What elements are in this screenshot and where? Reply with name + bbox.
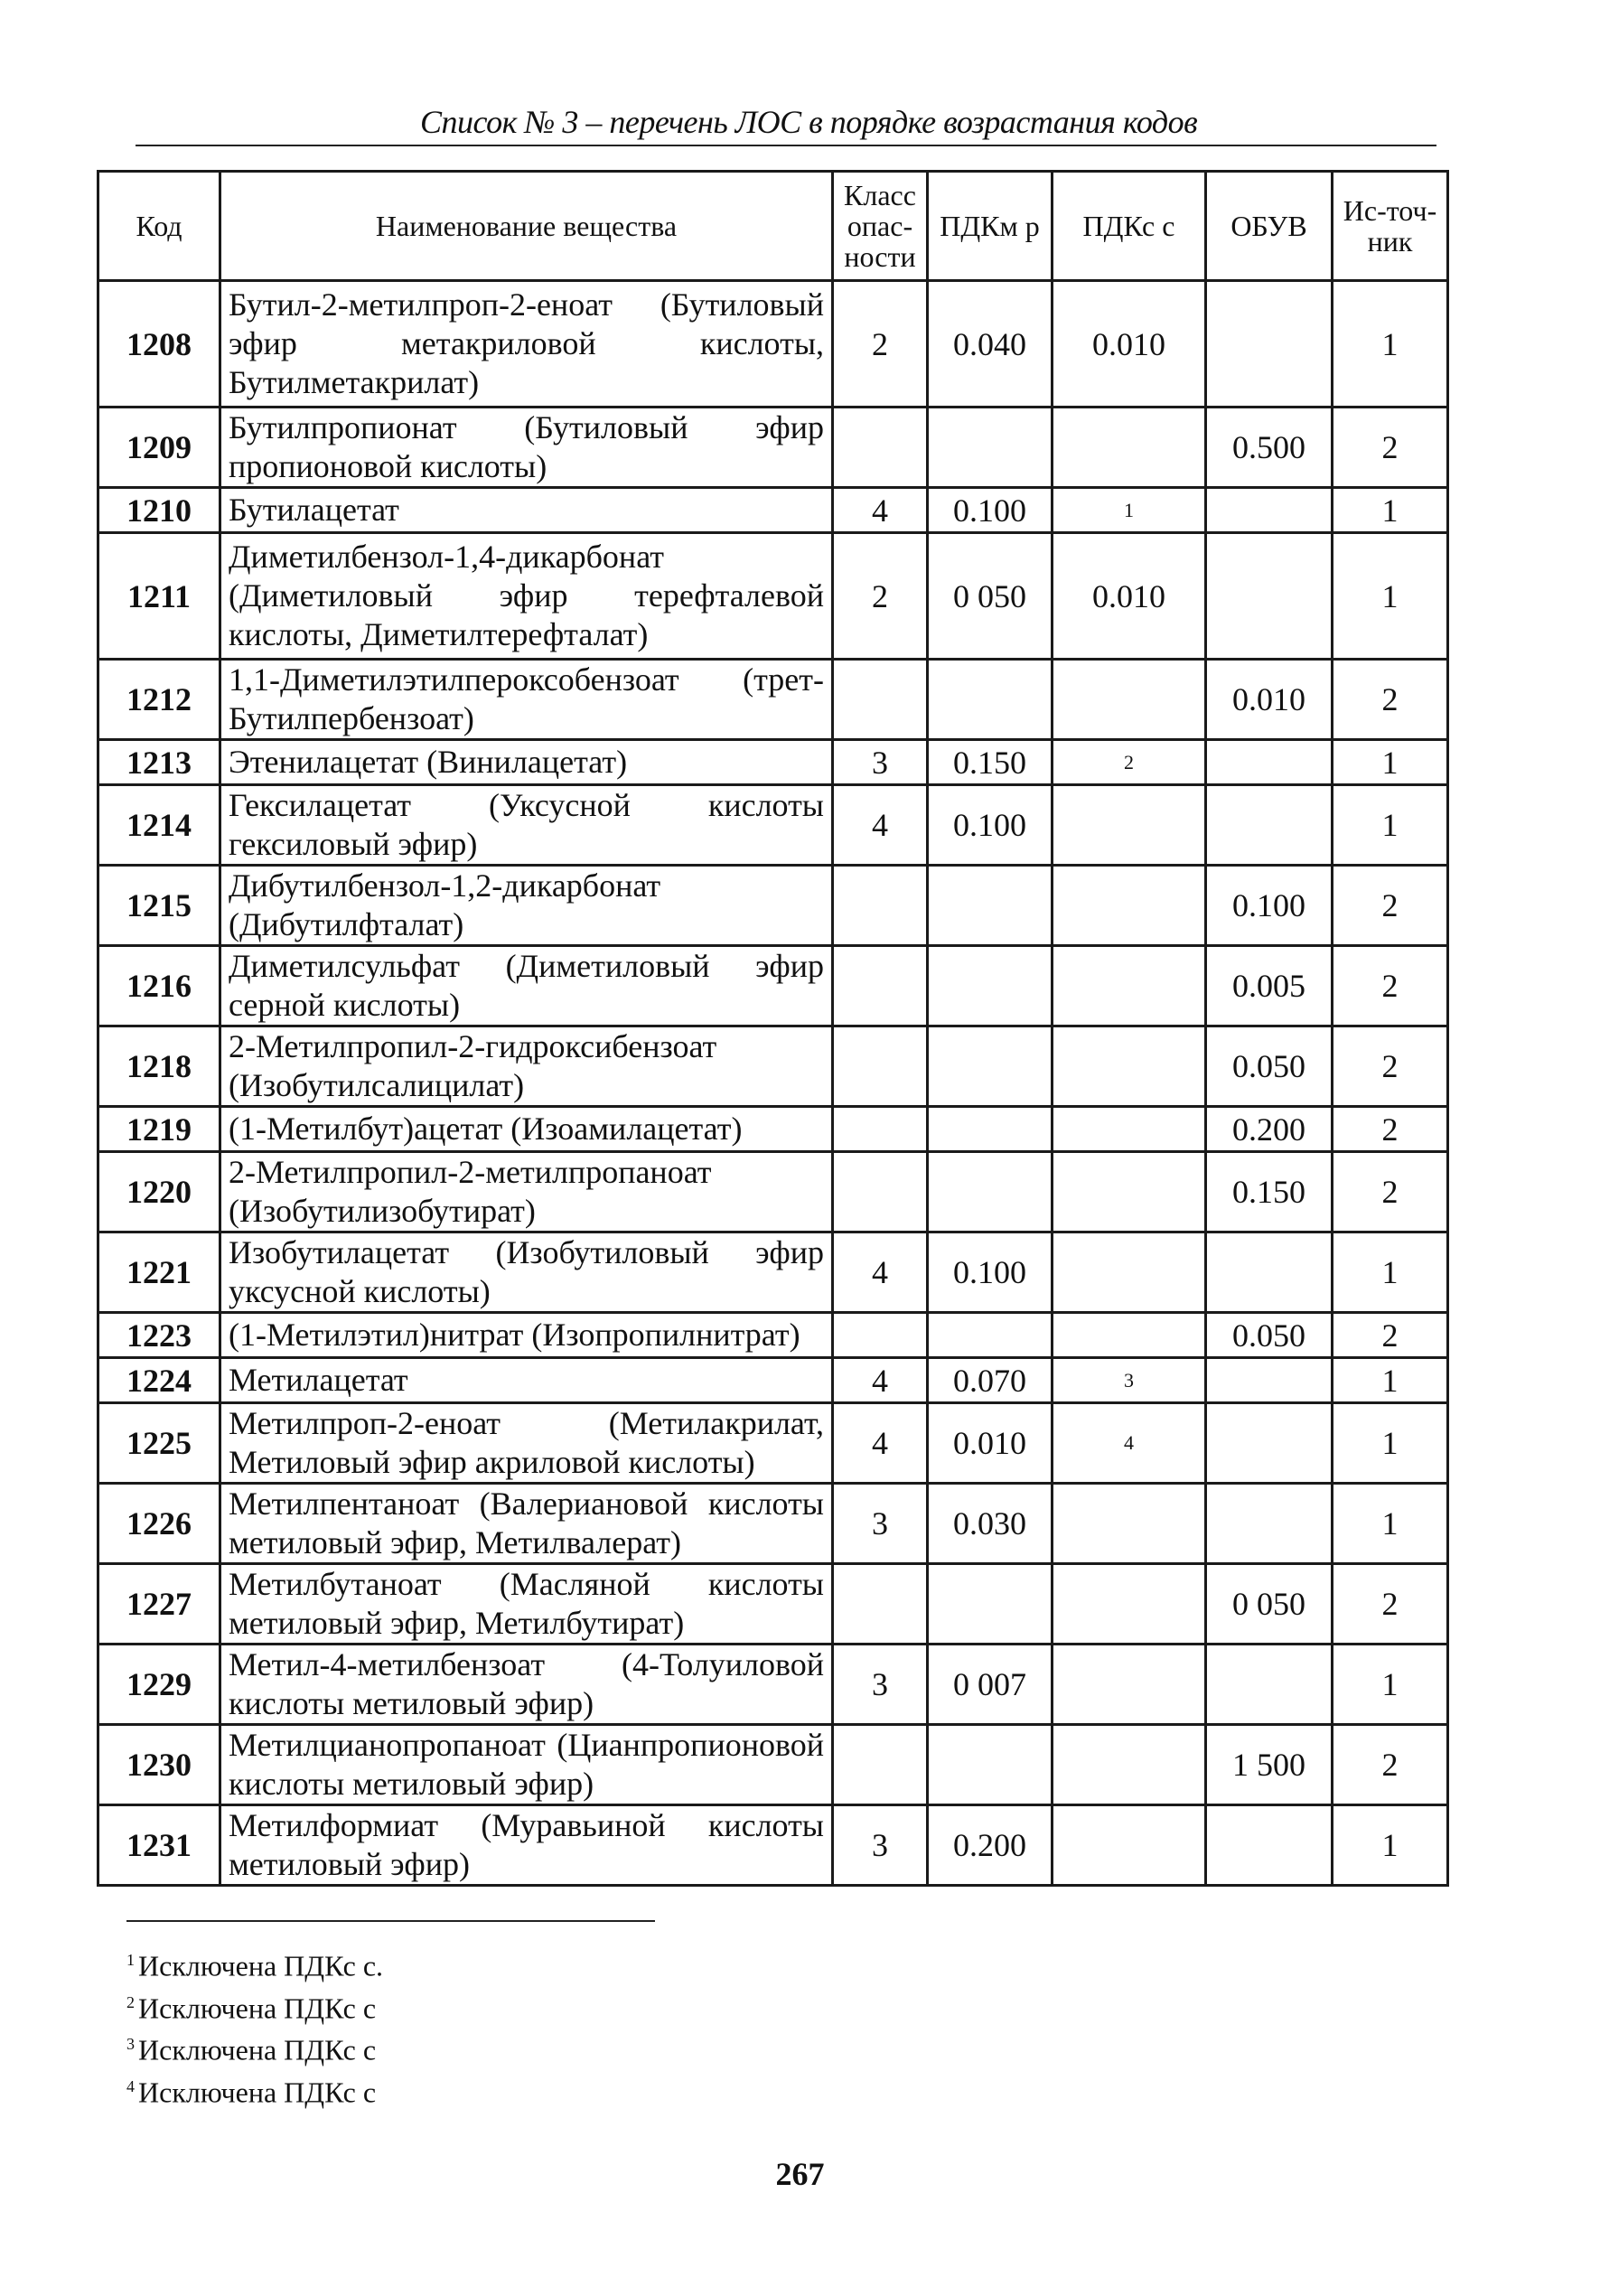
row-obuv: 0.100 [1206, 866, 1333, 946]
row-pdk-mr: 0.100 [928, 1232, 1053, 1313]
table-row [98, 1564, 1448, 1645]
row-obuv [1206, 1358, 1333, 1403]
row-hazard-class [833, 408, 928, 488]
row-name: Метилбутаноат (Масляной кислоты метиловый эфир, Метилбутират) [220, 1564, 833, 1645]
row-pdk-ss [1053, 1152, 1206, 1232]
row-pdk-mr [928, 660, 1053, 740]
row-source: 1 [1333, 1805, 1448, 1886]
row-code: 1223 [98, 1313, 220, 1358]
row-hazard-class: 3 [833, 1805, 928, 1886]
table-row [98, 408, 1448, 488]
col-hazard-class: Класс опас-ности [833, 172, 928, 281]
row-hazard-class: 3 [833, 1484, 928, 1564]
row-obuv [1206, 1645, 1333, 1725]
row-pdk-ss [1053, 866, 1206, 946]
row-pdk-ss [1053, 1484, 1206, 1564]
row-pdk-mr [928, 866, 1053, 946]
row-pdk-mr: 0.150 [928, 740, 1053, 785]
row-hazard-class: 4 [833, 785, 928, 866]
footnotes [126, 1920, 655, 2111]
table-row [98, 1313, 1448, 1358]
row-obuv [1206, 1403, 1333, 1484]
row-name: Метилпроп-2-еноат (Метилакрилат, Метиловый эфир акриловой кислоты) [220, 1403, 833, 1484]
row-pdk-ss [1053, 1232, 1206, 1313]
row-name: Гексилацетат (Уксусной кислоты гексиловый эфир) [220, 785, 833, 866]
row-source: 2 [1333, 1107, 1448, 1152]
row-name: (1-Метилэтил)нитрат (Изопропилнитрат) [220, 1313, 833, 1358]
row-pdk-mr: 0.100 [928, 785, 1053, 866]
row-code: 1230 [98, 1725, 220, 1805]
row-hazard-class: 3 [833, 740, 928, 785]
table-row [98, 281, 1448, 408]
row-name: Метилпентаноат (Валериановой кислоты метиловый эфир, Метилвалерат) [220, 1484, 833, 1564]
row-code: 1211 [98, 533, 220, 660]
row-hazard-class [833, 1313, 928, 1358]
row-pdk-mr: 0.200 [928, 1805, 1053, 1886]
row-pdk-ss [1053, 785, 1206, 866]
row-pdk-mr [928, 1725, 1053, 1805]
row-obuv: 0.010 [1206, 660, 1333, 740]
row-code: 1210 [98, 488, 220, 533]
row-name: Бутилпропионат (Бутиловый эфир пропионовой кислоты) [220, 408, 833, 488]
row-pdk-mr: 0 007 [928, 1645, 1053, 1725]
col-obuv: ОБУВ [1206, 172, 1333, 281]
row-source: 1 [1333, 740, 1448, 785]
row-source: 2 [1333, 946, 1448, 1026]
row-pdk-ss: 1 [1053, 488, 1206, 533]
row-hazard-class [833, 1152, 928, 1232]
row-source: 1 [1333, 488, 1448, 533]
page-number: 267 [775, 2156, 825, 2192]
row-obuv [1206, 740, 1333, 785]
row-obuv: 0.150 [1206, 1152, 1333, 1232]
row-obuv [1206, 488, 1333, 533]
row-source: 2 [1333, 1564, 1448, 1645]
row-name: (1-Метилбут)ацетат (Изоамилацетат) [220, 1107, 833, 1152]
row-code: 1227 [98, 1564, 220, 1645]
row-pdk-ss [1053, 1805, 1206, 1886]
row-name: Этенилацетат (Винилацетат) [220, 740, 833, 785]
row-code: 1225 [98, 1403, 220, 1484]
col-source: Ис-точ-ник [1333, 172, 1448, 281]
row-code: 1214 [98, 785, 220, 866]
row-pdk-ss: 4 [1053, 1403, 1206, 1484]
footnote-item: $^3$ Исключена ПДКс с [126, 2033, 377, 2066]
table-row [98, 488, 1448, 533]
col-code: Код [98, 172, 220, 281]
row-hazard-class [833, 1725, 928, 1805]
row-pdk-mr: 0.100 [928, 488, 1053, 533]
row-name: Диметилсульфат (Диметиловый эфир серной кислоты) [220, 946, 833, 1026]
footnote-item: $^2$ Исключена ПДКс с [126, 1991, 377, 2025]
row-code: 1219 [98, 1107, 220, 1152]
row-name: Изобутилацетат (Изобутиловый эфир уксусной кислоты) [220, 1232, 833, 1313]
footnote-rule [126, 1920, 655, 1922]
row-source: 1 [1333, 533, 1448, 660]
table-row [98, 1403, 1448, 1484]
row-pdk-ss [1053, 1313, 1206, 1358]
row-pdk-mr: 0.040 [928, 281, 1053, 408]
row-name: Диметилбензол-1,4-дикарбонат (Диметиловый эфир терефталевой кислоты, Диметилтерефталат) [220, 533, 833, 660]
row-source: 2 [1333, 408, 1448, 488]
row-code: 1226 [98, 1484, 220, 1564]
row-pdk-ss [1053, 1026, 1206, 1107]
row-pdk-mr [928, 408, 1053, 488]
row-code: 1229 [98, 1645, 220, 1725]
row-pdk-mr: 0 050 [928, 533, 1053, 660]
col-pdk-ss: ПДКс с [1053, 172, 1206, 281]
col-name: Наименование вещества [220, 172, 833, 281]
row-name: 2-Метилпропил-2-метилпропаноат (Изобутилизобутират) [220, 1152, 833, 1232]
table-row [98, 1484, 1448, 1564]
table-row [98, 660, 1448, 740]
footnote-item: $^1$ Исключена ПДКс с. [126, 1949, 384, 1982]
list-title: Список № 3 – перечень ЛОС в порядке возрастания кодов [420, 104, 1198, 140]
row-obuv [1206, 1484, 1333, 1564]
row-code: 1220 [98, 1152, 220, 1232]
row-source: 2 [1333, 1313, 1448, 1358]
row-obuv: 1 500 [1206, 1725, 1333, 1805]
row-pdk-mr [928, 1152, 1053, 1232]
table-row [98, 785, 1448, 866]
row-source: 2 [1333, 1152, 1448, 1232]
row-pdk-ss: 3 [1053, 1358, 1206, 1403]
table-body [98, 281, 1448, 1886]
table-row [98, 1725, 1448, 1805]
row-pdk-ss [1053, 946, 1206, 1026]
row-code: 1218 [98, 1026, 220, 1107]
row-pdk-ss [1053, 1645, 1206, 1725]
row-pdk-ss [1053, 1725, 1206, 1805]
row-hazard-class [833, 660, 928, 740]
row-hazard-class [833, 946, 928, 1026]
row-obuv [1206, 1232, 1333, 1313]
footnote-item: $^4$ Исключена ПДКс с [126, 2076, 377, 2109]
row-source: 1 [1333, 785, 1448, 866]
substances-table [97, 170, 1449, 1887]
row-code: 1215 [98, 866, 220, 946]
row-obuv [1206, 785, 1333, 866]
row-pdk-mr [928, 946, 1053, 1026]
table-header-row [98, 172, 1448, 281]
row-pdk-mr [928, 1313, 1053, 1358]
row-pdk-mr: 0.010 [928, 1403, 1053, 1484]
row-name: Метил-4-метилбензоат (4-Толуиловой кислоты метиловый эфир) [220, 1645, 833, 1725]
row-obuv: 0.500 [1206, 408, 1333, 488]
row-pdk-ss [1053, 408, 1206, 488]
row-source: 2 [1333, 866, 1448, 946]
table-row [98, 533, 1448, 660]
table-row [98, 1358, 1448, 1403]
table-row [98, 946, 1448, 1026]
row-obuv: 0.050 [1206, 1313, 1333, 1358]
col-pdk-mr: ПДКм р [928, 172, 1053, 281]
row-hazard-class: 4 [833, 1232, 928, 1313]
row-obuv: 0.200 [1206, 1107, 1333, 1152]
row-name: Метилацетат [220, 1358, 833, 1403]
table-row [98, 866, 1448, 946]
row-obuv [1206, 281, 1333, 408]
row-source: 2 [1333, 660, 1448, 740]
row-obuv: 0 050 [1206, 1564, 1333, 1645]
row-obuv: 0.050 [1206, 1026, 1333, 1107]
page-header [136, 98, 1436, 146]
row-obuv [1206, 533, 1333, 660]
row-source: 2 [1333, 1725, 1448, 1805]
row-source: 1 [1333, 1484, 1448, 1564]
row-source: 1 [1333, 1232, 1448, 1313]
row-pdk-mr [928, 1107, 1053, 1152]
row-hazard-class: 4 [833, 1403, 928, 1484]
row-code: 1212 [98, 660, 220, 740]
row-code: 1213 [98, 740, 220, 785]
row-obuv [1206, 1805, 1333, 1886]
row-hazard-class [833, 866, 928, 946]
table-row [98, 1026, 1448, 1107]
row-code: 1216 [98, 946, 220, 1026]
row-pdk-ss [1053, 1564, 1206, 1645]
row-name: Метилцианопропаноат (Цианпропионовой кислоты метиловый эфир) [220, 1725, 833, 1805]
table-row [98, 1152, 1448, 1232]
row-hazard-class: 4 [833, 1358, 928, 1403]
row-pdk-ss [1053, 660, 1206, 740]
row-hazard-class: 4 [833, 488, 928, 533]
row-source: 1 [1333, 1403, 1448, 1484]
row-pdk-ss: 2 [1053, 740, 1206, 785]
row-code: 1221 [98, 1232, 220, 1313]
row-source: 1 [1333, 281, 1448, 408]
row-source: 2 [1333, 1026, 1448, 1107]
table-row [98, 1645, 1448, 1725]
row-name: Дибутилбензол-1,2-дикарбонат (Дибутилфталат) [220, 866, 833, 946]
table-row [98, 1107, 1448, 1152]
row-pdk-mr [928, 1564, 1053, 1645]
row-name: Бутил-2-метилпроп-2-еноат (Бутиловый эфир метакриловой кислоты, Бутилметакрилат) [220, 281, 833, 408]
row-name: Бутилацетат [220, 488, 833, 533]
row-pdk-mr: 0.070 [928, 1358, 1053, 1403]
row-code: 1224 [98, 1358, 220, 1403]
table-row [98, 1232, 1448, 1313]
row-pdk-mr: 0.030 [928, 1484, 1053, 1564]
row-code: 1209 [98, 408, 220, 488]
table-row [98, 1805, 1448, 1886]
row-pdk-mr [928, 1026, 1053, 1107]
table-row [98, 740, 1448, 785]
row-hazard-class [833, 1026, 928, 1107]
row-source: 1 [1333, 1645, 1448, 1725]
row-pdk-ss: 0.010 [1053, 281, 1206, 408]
row-name: 1,1-Диметилэтилпероксобензоат (трет-Бутилпербензоат) [220, 660, 833, 740]
row-name: 2-Метилпропил-2-гидроксибензоат (Изобутилсалицилат) [220, 1026, 833, 1107]
row-pdk-ss [1053, 1107, 1206, 1152]
row-hazard-class [833, 1564, 928, 1645]
row-pdk-ss: 0.010 [1053, 533, 1206, 660]
row-hazard-class: 2 [833, 281, 928, 408]
row-hazard-class: 2 [833, 533, 928, 660]
row-hazard-class: 3 [833, 1645, 928, 1725]
row-source: 1 [1333, 1358, 1448, 1403]
row-code: 1208 [98, 281, 220, 408]
row-name: Метилформиат (Муравьиной кислоты метиловый эфир) [220, 1805, 833, 1886]
row-code: 1231 [98, 1805, 220, 1886]
row-hazard-class [833, 1107, 928, 1152]
row-obuv: 0.005 [1206, 946, 1333, 1026]
